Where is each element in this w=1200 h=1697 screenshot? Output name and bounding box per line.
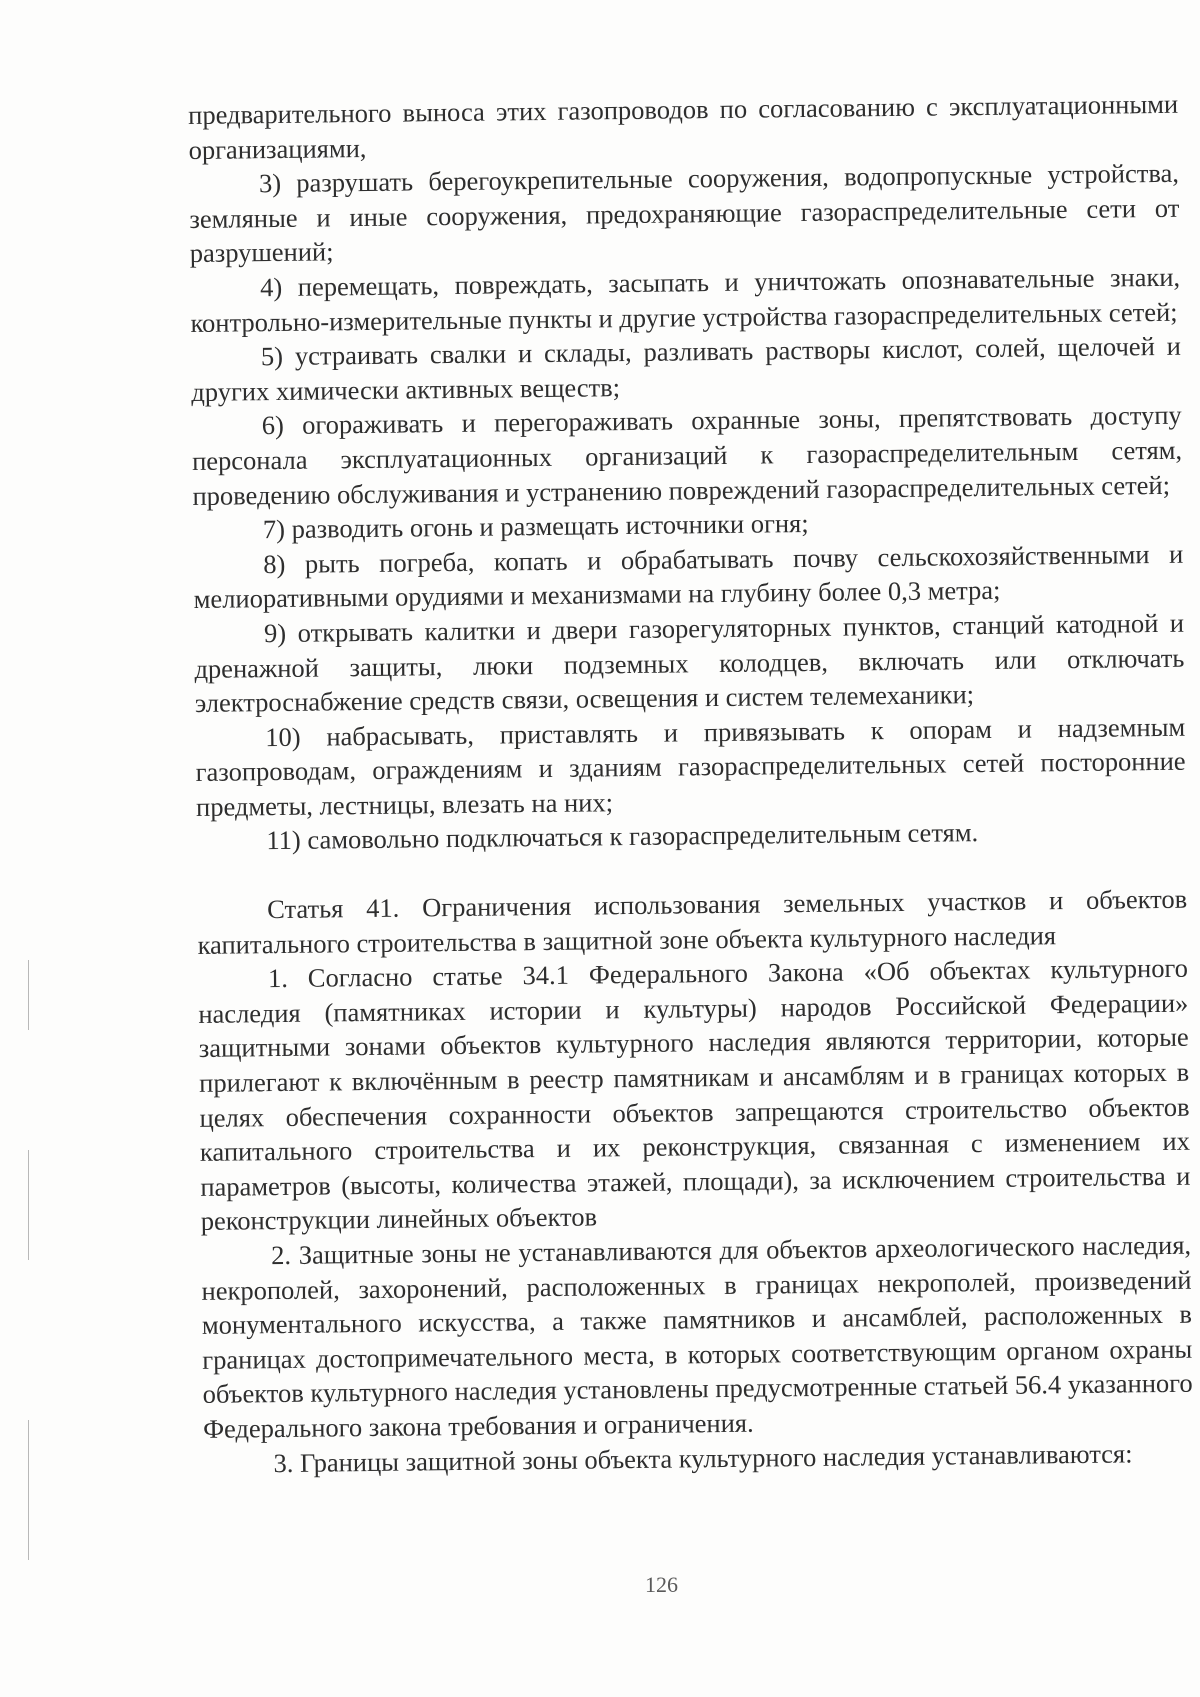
article-paragraph-3: 3. Границы защитной зоны объекта культурного наследия устанавливаются:	[273, 1437, 1133, 1478]
article-heading: Статья 41. Ограничения использования земельных участков и объектов капитального строительства в защитной зоне объекта культурного наследия	[197, 883, 1188, 960]
list-item-8: 8) рыть погреба, копать и обрабатывать почву сельскохозяйственными и мелиоративными орудиями и механизмами на глубину более 0,3 метра;	[193, 538, 1184, 615]
page-number: 126	[645, 1572, 678, 1597]
list-item-11: 11) самовольно подключаться к газораспределительным сетям.	[266, 817, 979, 856]
list-item-6: 6) огораживать и перегораживать охранные зоны, препятствовать доступу персонала эксплуатационных организаций к газораспределительным сетям, проведению обслуживания и устранению повреждений газораспределительных сетей;	[191, 400, 1183, 511]
list-item-9: 9) открывать калитки и двери газорегуляторных пунктов, станций катодной и дренажной защиты, люки подземных колодцев, включать или отключать электроснабжение средств связи, освещения и систем телемеханики;	[194, 607, 1185, 719]
document-body	[188, 87, 1194, 1481]
list-item-4: 4) перемещать, повреждать, засыпать и уничтожать опознавательные знаки, контрольно-измерительные пункты и другие устройства газораспределительных сетей;	[190, 261, 1181, 338]
scan-edge-mark	[28, 960, 29, 1030]
scan-edge-mark	[28, 1150, 29, 1260]
article-paragraph-2: 2. Защитные зоны не устанавливаются для объектов археологического наследия, некрополей, захоронений, расположенных в границах некрополей, произведений монументального искусства, а также памятников и ансамблей, расположенных в границах достопримечательного места, в которых соответствующим органом охраны объектов культурного наследия установлены предусмотренные статьей 56.4 указанного Федерального закона требования и ограничения.	[201, 1229, 1193, 1444]
paragraph-continuation: предварительного выноса этих газопроводов по согласованию с эксплуатационными организациями,	[188, 88, 1179, 165]
list-item-7: 7) разводить огонь и размещать источники огня;	[262, 508, 809, 545]
scan-edge-mark	[28, 1420, 29, 1560]
list-item-5: 5) устраивать свалки и склады, разливать растворы кислот, солей, щелочей и других химически активных веществ;	[191, 330, 1182, 407]
article-paragraph-1: 1. Согласно статье 34.1 Федерального Закона «Об объектах культурного наследия (памятниках истории и культуры) народов Российской Федерации» защитными зонами объектов культурного наследия являются территории, которые прилегают к включённым в реестр памятникам и ансамблям и в границах которых в целях обеспечения сохранности объектов запрещаются строительство объектов капитального строительства и их реконструкция, связанная с изменением их параметров (высоты, количества этажей, площади), за исключением строительства и реконструкции линейных объектов	[198, 952, 1191, 1237]
list-item-3: 3) разрушать берегоукрепительные сооружения, водопропускные устройства, земляные и иные сооружения, предохраняющие газораспределительные сети от разрушений;	[189, 157, 1180, 269]
list-item-10: 10) набрасывать, приставлять и привязывать к опорам и надземным газопроводам, ограждениям и зданиям газораспределительных сетей посторонние предметы, лестницы, влезать на них;	[195, 711, 1186, 822]
